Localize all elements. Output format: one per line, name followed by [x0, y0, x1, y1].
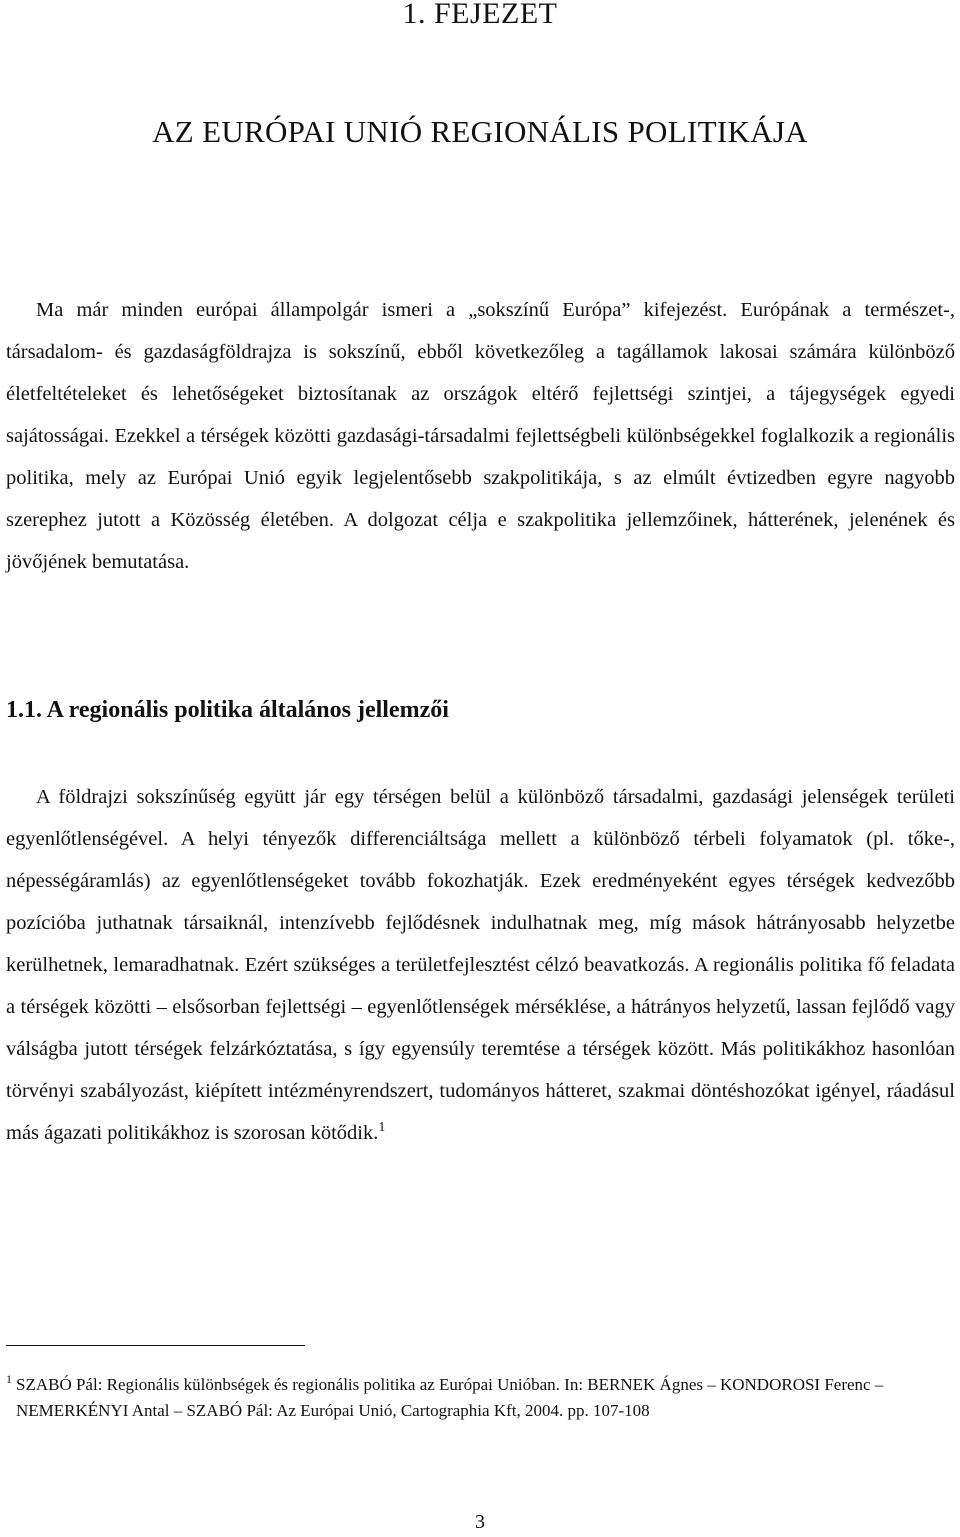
- chapter-title: AZ EURÓPAI UNIÓ REGIONÁLIS POLITIKÁJA: [152, 114, 808, 149]
- footnote-reference[interactable]: 1: [378, 1120, 386, 1135]
- page-number: 3: [475, 1511, 485, 1533]
- footnote-separator: [6, 1345, 305, 1346]
- section-heading: 1.1. A regionális politika általános jellemzői: [6, 697, 449, 723]
- section-paragraph: [6, 776, 955, 1154]
- intro-paragraph: Ma már minden európai állampolgár ismeri a „sokszínű Európa” kifejezést. Európának a természet-, társadalom- és gazdaságföldrajza is sokszínű, ebből következőleg a tagállamok lakosai számára különböző életfeltételeket és lehetőségeket biztosítanak az országok eltérő fejlettségi szintjei, a tájegységek egyedi sajátosságai. Ezekkel a térségek közötti gazdasági-társadalmi fejlettségbeli különbségekkel foglalkozik a regionális politika, mely az Európai Unió egyik legjelentősebb szakpolitikája, s az elmúlt évtizedben egyre nagyobb szerephez jutott a Közösség életében. A dolgozat célja e szakpolitika jellemzőinek, hátterének, jelenének és jövőjének bemutatása.: [6, 299, 955, 573]
- footnote: [6, 1372, 946, 1424]
- footnote-marker: 1: [6, 1372, 12, 1386]
- footnote-text: SZABÓ Pál: Regionális különbségek és regionális politika az Európai Unióban. In: BERNEK Ágnes – KONDOROSI Ferenc – NEMERKÉNYI Antal – SZABÓ Pál: Az Európai Unió, Cartographia Kft, 2004. pp. 107-108: [16, 1375, 884, 1420]
- chapter-label: 1. FEJEZET: [402, 0, 558, 30]
- section-paragraph-text: A földrajzi sokszínűség együtt jár egy térségen belül a különböző társadalmi, gazdasági jelenségek területi egyenlőtlenségével. A helyi tényezők differenciáltsága mellett a különböző térbeli folyamatok (pl. tőke-, népességáramlás) az egyenlőtlenségeket tovább fokozhatják. Ezek eredményeként egyes térségek kedvezőbb pozícióba juthatnak társaiknál, intenzívebb fejlődésnek indulhatnak meg, míg mások hátrányosabb helyzetbe kerülhetnek, lemaradhatnak. Ezért szükséges a területfejlesztést célzó beavatkozás. A regionális politika fő feladata a térségek közötti – elsősorban fejlettségi – egyenlőtlenségek mérséklése, a hátrányos helyzetű, lassan fejlődő vagy válságba jutott térségek felzárkóztatása, s így egyensúly teremtése a térségek között. Más politikákhoz hasonlóan törvényi szabályozást, kiépített intézményrendszert, tudományos hátteret, szakmai döntéshozókat igényel, ráadásul más ágazati politikákhoz is szorosan kötődik.: [6, 786, 955, 1144]
